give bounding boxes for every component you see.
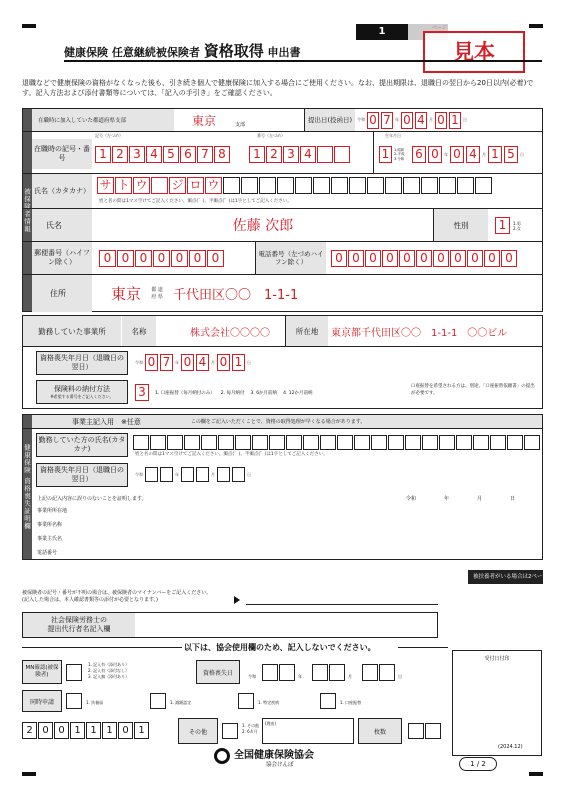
name-label: 氏名 — [32, 209, 92, 241]
pay-method-label: 保険料の納付方法 ※希望する番号をご記入ください。 — [36, 380, 128, 404]
office-row-other: 2 0 0 1 1 1 0 1 その他 1. その他 2. 6カ月 (理由) 枚数 — [22, 718, 448, 744]
office-row-mn: MN確認(被保険者) 1. 記入有（添付あり） 2. 記入有（添付なし） 3. 記入無（添付あり） 資格喪失日 令和 年 月 日 — [22, 660, 448, 684]
birth-date: 1 1.昭和 2.平成 3.令和 6 0 年 0 4 月 1 5 日 — [379, 146, 524, 163]
phone-label: 電話番号（左づめハイフン除く） — [256, 242, 326, 274]
birth-header: 生年月日 — [385, 133, 401, 138]
pay-method: 3 1. 口座振替（毎月納付のみ） 2. 毎月納付 3. 6か月前納 4. 12か月前納 — [135, 384, 313, 401]
org-logo-icon — [214, 748, 230, 764]
cert-loss-date: 令和 年 月 日 — [135, 467, 251, 482]
org-sub: 協会けんぽ — [266, 762, 294, 768]
insured-section — [22, 108, 543, 312]
divider-right — [398, 647, 448, 648]
insured-side-label: 被保険者情報 — [23, 109, 32, 311]
employer-name-value: 株式会社〇〇〇〇 — [190, 327, 270, 339]
employer-addr-label: 所在地 — [286, 316, 328, 346]
pay-note: 口座振替を希望される方は、別途、「口座振替依頼書」の提出が必要です。 — [411, 384, 535, 396]
mynumber-line — [246, 604, 438, 605]
employer-name-label: 名称 — [122, 316, 156, 346]
gender-label: 性別 — [434, 209, 488, 241]
cert-line-address: 事業所所在地 — [37, 508, 68, 514]
cert-side-label: 健康保険 資格喪失証明欄 — [23, 415, 32, 559]
submit-label: 提出日(投函日) — [305, 109, 355, 131]
loss-date-label: 資格喪失年月日（退職日の翌日） — [36, 351, 128, 375]
kigou-header: 記号（左づめ） — [95, 133, 123, 138]
cert-kana-note: 姓と名の間は1マス空けてご記入ください。濁点(゛)、半濁点(゜)は1字としてご記入ください。 — [135, 452, 328, 457]
corner-mark — [22, 772, 36, 776]
org-name: 全国健康保険協会 — [234, 750, 314, 761]
cert-line-owner: 事業主氏名 — [37, 536, 63, 542]
page-tab: 1 — [356, 24, 408, 40]
bangou-digits: 1 2 3 4 — [249, 146, 350, 163]
postal-digits: 0 0 0 0 0 0 0 — [99, 250, 224, 267]
kigou-digits: 1 2 3 4 5 6 7 8 — [95, 146, 230, 163]
pref-unit: 支部 — [235, 122, 246, 128]
cert-loss-label: 資格喪失年月日（退職日の翌日） — [36, 463, 128, 487]
page-number: 1 / 2 — [459, 757, 497, 771]
page-continue-banner: 被扶養者がいる場合は2ページ目に続きます。 — [468, 570, 543, 584]
submit-date: 令和 0 7 年 0 4 月 0 1 日 — [357, 112, 467, 127]
page-label: ページ — [432, 25, 447, 31]
kigou-label: 在職時の記号・番号 — [32, 139, 92, 169]
cert-kana-label: 勤務していた方の氏名(カタカナ) — [36, 433, 128, 457]
cert-header: 事業主記入用 ※任意 この欄をご記入いただくことで、資格の取得処理が早くなる場合があります。 — [32, 415, 542, 428]
reception-stamp-box: 受付日付印 — [452, 650, 542, 756]
kana-value: サ ト ウ ジ ロ ウ — [97, 177, 492, 194]
bangou-header: 番号（左づめ） — [257, 133, 285, 138]
pref-value: 東京 — [191, 113, 216, 128]
pref-label: 在職時に加入していた都道府県支部 — [32, 109, 174, 131]
divider-left — [22, 647, 182, 648]
cert-line-phone: 電話番号 — [37, 550, 58, 556]
kana-note: 姓と名の間は1マス空けてご記入ください。濁点(゛)、半濁点(゜)は1字としてご記入ください。 — [99, 199, 292, 204]
cert-date: 令和 年 月 日 — [406, 496, 516, 502]
corner-mark — [529, 772, 543, 776]
form-title: 健康保険 任意継続被保険者 資格取得 申出書 — [64, 42, 301, 60]
cert-certify: 上記の記入内容に誤りのないことを証明します。 — [37, 496, 147, 502]
address-label: 住所 — [32, 275, 92, 312]
intro-text: 退職などで健康保険の資格がなくなった後も、引き続き個人で健康保険に加入する場合にご使用ください。なお、提出期限は、退職日の翌日から20日以内(必着)です。記入方法および添付書類等については、「記入の手引き」をご確認ください。 — [22, 79, 534, 97]
postal-label: 郵便番号（ハイフン除く） — [32, 242, 92, 274]
phone-digits: 0 0 0 0 0 0 0 0 0 0 0 — [331, 250, 517, 267]
corner-mark — [22, 24, 36, 28]
agent-section — [22, 612, 438, 638]
office-row-same: 同時申請 1. 扶養届 1. 減額認定 1. 特定疾病 1. 口座振替 — [22, 690, 448, 712]
cert-section — [22, 414, 543, 560]
cert-kana-boxes — [133, 435, 540, 450]
cert-line-name: 事業所名称 — [37, 522, 63, 528]
employer-label: 勤務していた事業所 — [23, 316, 121, 346]
name-value: 佐藤 次郎 — [232, 218, 294, 234]
employer-section — [22, 315, 543, 409]
form-code: 2 0 0 1 1 1 0 1 — [22, 722, 149, 739]
arrow-right-icon — [234, 596, 240, 604]
loss-date: 令和 0 7 年 0 4 月 0 1 日 — [135, 355, 251, 369]
agent-label: 社会保険労務士の 提出代行者名記入欄 — [23, 613, 135, 637]
gender-value: 1 1.男 2.女 — [495, 217, 521, 234]
address-value: 東京 都 道 府 県 千代田区〇〇 1-1-1 — [111, 285, 299, 303]
sample-stamp: 見本 — [423, 31, 525, 73]
office-divider-text: 以下は、協会使用欄のため、記入しないでください。 — [184, 643, 376, 652]
mynumber-note: 被保険者の記号・番号が不明の場合は、被保険者のマイナンバーをご記入ください。 (記入した場合は、本人確認書類等の添付が必要となります。) — [22, 590, 212, 603]
title-rule — [64, 60, 542, 62]
corner-mark — [529, 24, 543, 28]
kana-label: 氏名（カタカナ） — [32, 174, 92, 208]
form-version: (2024.12) — [498, 744, 523, 750]
employer-addr-value: 東京都千代田区〇〇 1-1-1 〇〇ビル — [331, 327, 508, 339]
